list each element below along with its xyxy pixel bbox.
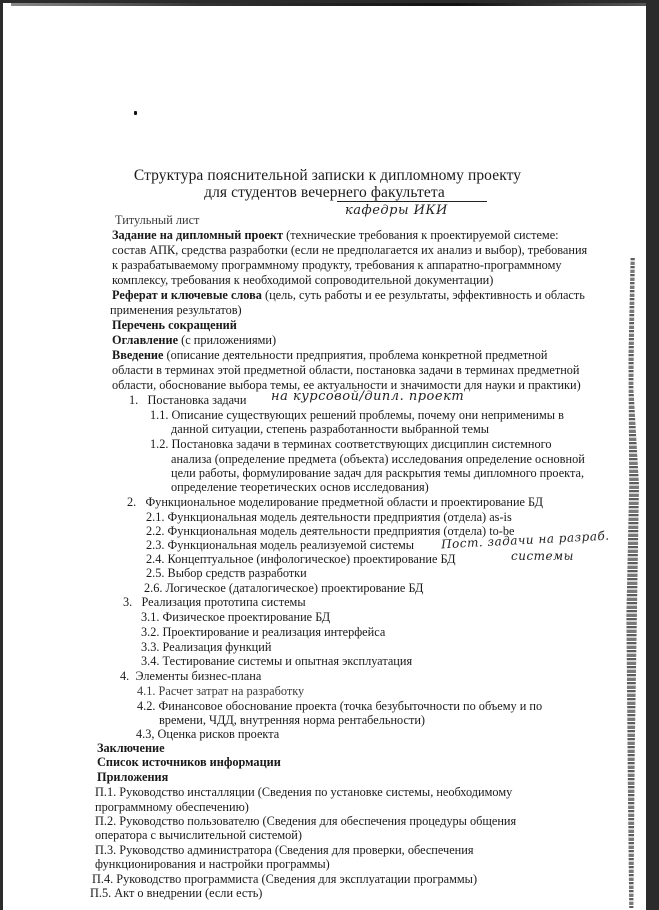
appendix-number: П.5. <box>90 886 112 900</box>
subsection-text: данной ситуации, степень разработанности выбранной темы <box>171 422 490 436</box>
subsection-text: Описание существующих решений проблемы, почему они неприменимы в <box>171 408 564 422</box>
section-text: (с приложениями) <box>178 333 277 347</box>
section-heading: Оглавление <box>112 333 179 347</box>
section-abstract <box>112 288 585 303</box>
chapter-label: Функциональное моделирование предметной области и проектирование БД <box>145 495 544 509</box>
section-heading: Реферат и ключевые слова <box>112 288 262 302</box>
subsection-text: Постановка задачи в терминах соответствующих дисциплин системного <box>171 437 552 451</box>
section-text: области, обоснование выбора темы, ее актуальности и значимости для науки и практики) <box>112 378 581 392</box>
section-assignment <box>112 228 559 243</box>
section-toc <box>112 333 276 348</box>
subsection-3-4 <box>141 654 412 669</box>
subsection-2-6 <box>144 581 423 596</box>
subsection-text: анализа (определение предмета (объекта) исследования определение основной <box>171 452 585 466</box>
chapter-number: 4. <box>120 669 130 683</box>
subsection-number: 2.1. <box>146 510 165 524</box>
section-title-page: Титульный лист <box>115 213 200 227</box>
section-text: (технические требования к проектируемой системе: <box>283 228 559 242</box>
subsection-text: Оценка рисков проекта <box>157 727 280 741</box>
subsection-text: Финансовое обоснование проекта (точка безубыточности по объему и по <box>158 699 543 713</box>
section-text: области в терминах этой предметной области, постановка задачи в терминах предметной <box>112 363 580 377</box>
subsection-number: 2.5. <box>146 566 165 580</box>
subsection-number: 2.6. <box>144 581 163 595</box>
chapter-3 <box>123 595 306 610</box>
subsection-text: Функциональная модель реализуемой системы <box>167 538 415 552</box>
document-title: Структура пояснительной записки к дипломному проекту <box>133 167 522 184</box>
chapter-label: Элементы бизнес-плана <box>135 669 262 683</box>
subsection-4-2 <box>137 699 542 714</box>
subsection-number: 4.3, <box>136 727 155 741</box>
section-sources: Список источников информации <box>97 755 281 769</box>
scan-noise-streak <box>625 258 639 908</box>
appendix-number: П.4. <box>92 872 114 886</box>
subsection-text: времени, ЧДД, внутренняя норма рентабельности) <box>159 713 426 727</box>
handwritten-note-2-3: Пост. задачи на разраб. <box>440 528 610 552</box>
section-text: комплексу, требования к необходимой сопроводительной документации) <box>112 273 494 287</box>
scan-speck <box>134 111 137 115</box>
subsection-1-1 <box>150 408 564 423</box>
handwritten-note-2-4: системы <box>511 549 574 563</box>
subsection-text: Реализация функций <box>162 640 272 654</box>
subsection-number: 4.2. <box>137 699 156 713</box>
chapter-label: Реализация прототипа системы <box>141 595 306 609</box>
appendix-text: Руководство программиста (Сведения для эксплуатации программы) <box>116 872 478 886</box>
section-heading: Введение <box>112 348 164 362</box>
appendix-text: Акт о внедрении (если есть) <box>114 886 263 900</box>
subsection-text: Логическое (даталогическое) проектирование БД <box>165 581 424 595</box>
appendix-number: П.3. <box>95 843 117 857</box>
handwritten-note-chapter-1: на курсовой/дипл. проект <box>271 389 465 404</box>
subsection-2-4 <box>146 552 456 567</box>
appendix-1 <box>95 785 512 800</box>
subsection-text: Расчет затрат на разработку <box>158 684 305 698</box>
appendix-2 <box>95 814 516 829</box>
subsection-number: 1.1. <box>150 408 169 422</box>
chapter-1 <box>129 393 246 408</box>
subsection-3-3 <box>141 640 271 655</box>
chapter-label: Постановка задачи <box>147 393 247 407</box>
subsection-text: Выбор средств разработки <box>167 566 307 580</box>
appendix-text: Руководство пользователю (Сведения для обеспечения процедуры общения <box>119 814 517 828</box>
subsection-text: Концептуальное (инфологическое) проектирование БД <box>167 552 456 566</box>
section-text: применения результатов) <box>110 303 242 317</box>
appendix-4 <box>92 872 477 887</box>
appendix-number: П.2. <box>95 814 117 828</box>
subsection-4-3 <box>136 727 279 742</box>
chapter-number: 2. <box>127 495 137 509</box>
appendix-text: программному обеспечению) <box>95 800 249 814</box>
appendix-text: оператора с вычислительной системой) <box>95 828 302 842</box>
chapter-number: 3. <box>123 595 133 609</box>
section-abbreviations: Перечень сокращений <box>112 318 237 332</box>
subsection-number: 2.4. <box>146 552 165 566</box>
subsection-2-1 <box>146 510 512 525</box>
appendix-text: функционирования и настройки программы) <box>95 857 330 871</box>
subsection-number: 3.1. <box>141 610 160 624</box>
subsection-number: 4.1. <box>137 684 156 698</box>
section-text: к разрабатываемому программному продукту, требования к аппаратно-программному <box>112 258 562 272</box>
subsection-2-5 <box>146 566 307 581</box>
appendix-3 <box>95 843 474 858</box>
section-text: состав АПК, средства разработки (если не предполагается их анализ и выбор), требования <box>112 243 588 257</box>
subsection-number: 2.2. <box>146 524 165 538</box>
subsection-number: 3.3. <box>141 640 160 654</box>
section-heading: Задание на дипломный проект <box>112 228 284 242</box>
subsection-number: 3.4. <box>141 654 160 668</box>
subsection-number: 1.2. <box>150 437 169 451</box>
appendix-number: П.1. <box>95 785 117 799</box>
handwritten-note-title: кафедры ИКИ <box>345 203 448 218</box>
section-appendices: Приложения <box>97 770 169 784</box>
appendix-text: Руководство инсталляции (Сведения по установке системы, необходимому <box>119 785 513 799</box>
subsection-text: Функциональная модель деятельности предприятия (отдела) to-be <box>167 524 515 538</box>
subsection-text: Проектирование и реализация интерфейса <box>162 625 386 639</box>
subsection-text: Тестирование системы и опытная эксплуатация <box>162 654 413 668</box>
section-text: (описание деятельности предприятия, проблема конкретной предметной <box>163 348 548 362</box>
section-conclusion: Заключение <box>97 741 165 755</box>
scanned-page <box>3 3 646 910</box>
section-text: (цель, суть работы и ее результаты, эффективность и область <box>261 288 585 302</box>
subsection-text: Физическое проектирование БД <box>162 610 331 624</box>
scan-edge-shadow <box>11 3 646 6</box>
chapter-4 <box>120 669 261 684</box>
section-introduction <box>112 348 547 363</box>
subsection-1-2 <box>150 437 551 452</box>
subsection-text: Функциональная модель деятельности предприятия (отдела) as-is <box>167 510 512 524</box>
subsection-number: 2.3. <box>146 538 165 552</box>
subsection-number: 3.2. <box>141 625 160 639</box>
subsection-4-1 <box>137 684 304 699</box>
subsection-2-3 <box>146 538 414 553</box>
appendix-5 <box>90 886 262 901</box>
subsection-3-1 <box>141 610 330 625</box>
document-subtitle: для студентов вечернего факультета <box>204 184 445 201</box>
subsection-text: определение теоретических основ исследования) <box>171 480 429 494</box>
underline <box>337 201 487 202</box>
subsection-3-2 <box>141 625 385 640</box>
chapter-2 <box>127 495 543 510</box>
appendix-text: Руководство администратора (Сведения для проверки, обеспечения <box>119 843 474 857</box>
subsection-text: цели работы, формулирование задач для раскрытия темы дипломного проекта, <box>171 466 585 480</box>
chapter-number: 1. <box>129 393 139 407</box>
